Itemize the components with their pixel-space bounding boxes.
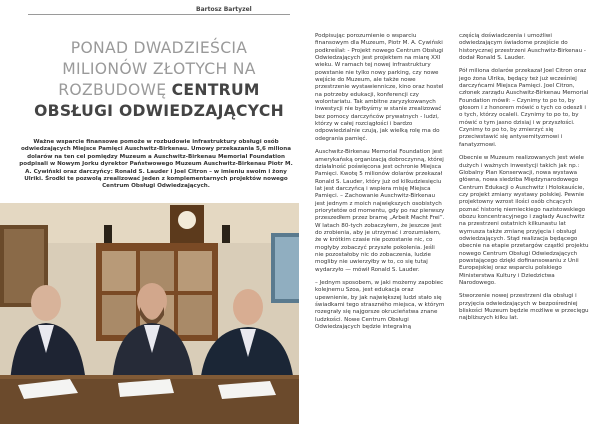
article-column-1 <box>315 33 445 337</box>
headline-line-2: MILIONÓW ZŁOTYCH NA <box>62 60 256 78</box>
headline <box>12 38 306 122</box>
headline-line-3-bold: CENTRUM <box>171 81 260 99</box>
col2-paragraph-1: częścią doświadczenia i umożliwi odwiedzającym świadome przejście do historycznej przestrzeni Auschwitz-Birkenau - dodał Ronald S. Lauder. <box>459 33 586 62</box>
lead-paragraph: Ważne wsparcie finansowe pomoże w rozbudowie infrastruktury obsługi osób odwiedzających Miejsce Pamięci Auschwitz-Birkenau. Umowy przekazania 5,6 miliona dolarów na ten cel pomiędzy Muzeum a Auschwitz-Birkenau Memorial Foundation podpisali w Nowym Jorku dyrektor Państwowego Muzeum Auschwitz-Birkenau Piotr M. A. Cywiński oraz darczyńcy: Ronald S. Lauder i Joel Citron – w imieniu swoim i żony Ulriki. Środki te pozwolą zrealizować jeden z komplementarnych projektów nowego Centrum Obsługi Odwiedzających. <box>19 139 293 190</box>
signing-photo <box>0 203 299 424</box>
headline-line-3 <box>12 80 306 101</box>
headline-line-4: OBSŁUGI ODWIEDZAJĄCYCH <box>34 102 284 120</box>
headline-line-3-plain: ROZBUDOWĘ <box>58 81 172 99</box>
author-rule <box>28 14 290 15</box>
article-column-2 <box>459 33 589 329</box>
headline-line-1: PONAD DWADZIEŚCIA <box>70 39 248 57</box>
col2-paragraph-4: Stworzenie nowej przestrzeni dla obsługi i przyjęcia odwiedzających w bezpośredniej bliskości Muzeum będzie możliwe w przecięgu najbliższych kilku lat. <box>459 293 589 322</box>
col2-paragraph-2: Pół miliona dolarów przekazał Joel Citron oraz jego żona Ulrika, będący też już wcześniej darczyńcami Miejsca Pamięci. Joel Citron, członek zarządu Auschwitz-Birkenau Memorial Foundation mówił: – Czynimy to po to, by głosom i z honorem mówić o tych co odeszli i o tych, którzy ocaleli. Czynimy to po to, by mówić o tym jasno dzisiaj i w przyszłości. Czynimy to po to, by zmierzyć się przeciwstawić się antysemityzmowi i fanatyzmowi. <box>459 68 589 148</box>
author-byline: Bartosz Bartyzel <box>196 6 252 13</box>
col1-paragraph-2: Auschwitz-Birkenau Memorial Foundation jest amerykańską organizacją dobroczynną, której działalność poświęcona jest ochronie Miejsca Pamięci. Kwotę 5 milionów dolarów przekazał Ronald S. Lauder, który już od kilkudziesięciu lat jest darczyńcą i wspiera misję Miejsca Pamięci. – Zachowanie Auschwitz-Birkenau jest jednym z moich największych osobistych priorytetów od momentu, gdy po raz pierwszy przeszedłem przez bramę „Arbeit Macht Frei”. W latach 80-tych zobaczyłem, że jeszcze jest do zrobienia, aby je utrzymać i zrozumiałem, że w krótkim czasie nie pozostanie nic, co mogłyby zobaczyć przyszłe pokolenia. Jeśli nie pozostałoby nic do zobaczenia, ludzie mogliby nie uwierzyłby w to, co się tutaj wydarzyło — mówił Ronald S. Lauder. <box>315 149 445 273</box>
col2-paragraph-3: Obecnie w Muzeum realizowanych jest wiele dużych i ważnych inwestycji takich jak np.: Globalny Plan Konserwacji, nowa wystawa główna, nowa siedziba Międzynarodowego Centrum Edukacji o Auschwitz i Holokauście, czy projekt zmiany wystawy polskiej. Pewnie projektowny wzrost ilości osób chcących poznać historię niemieckiego nazistowskiego obozu koncentracyjnego i zagłady Auschwitz na przestrzeni ostatnich kilkunastu lat wymusza także zmianę przyjęcia i obsługi odwiedzających. Stąd realizacja będącego obecnie na etapie przetargów cząstki projektu nowego Centrum Obsługi Odwiedzających powstającego dzięki dofinansowaniu z Unii Europejskiej oraz wsparciu polskiego Ministerstwa Kultury i Dziedzictwa Narodowego. <box>459 155 589 286</box>
col1-paragraph-1: Podpisując porozumienie o wsparciu finansowym dla Muzeum, Piotr M. A. Cywiński podkreślał: - Projekt nowego Centrum Obsługi Odwiedzających jest projektem na miarę XXI wieku. W ramach tej nowej infrastruktury powstanie nie tylko nowy parking, czy nowe wejście do Muzeum, ale także nowe przestrzenie wystawiennicze, kino oraz hostel na potrzeby edukacji, konferencji czy wolontariatu. Tak ambitne zaryzykowanych inwestycji nie byłbyśmy w stanie zrealizować bez pomocy darczyńców prywatnych - ludzi, którzy w całej rozciągłości i bardzo odpowiedzialnie czują, jak wielką rolę ma do odegrania pamięć. <box>315 33 444 142</box>
col1-paragraph-3: – Jednym sposobem, w jaki możemy zapobiec kolejnemu Szoa, jest edukacja oraz upewnienie, by jak największej ludzi stało się świadkami tego straszného miejsca, w którym rozegrały się najgorsze okrucieństwa znane ludzkości. Nowe Centrum Obsługi Odwiedzających będzie integralną <box>315 280 445 331</box>
